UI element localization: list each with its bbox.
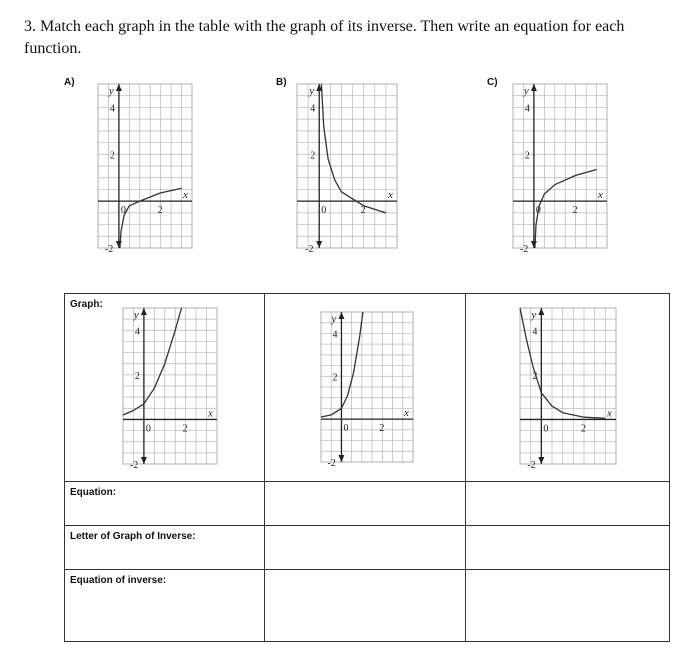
y-axis-label: y [331,313,337,325]
equation-answer-cell[interactable] [265,482,465,526]
tick-label: 4 [524,103,530,115]
tick-label: 2 [580,423,586,435]
letter-answer-cell[interactable] [265,526,465,570]
function-curve [123,308,182,415]
y-axis-label: y [133,309,139,321]
tick-label: 4 [109,103,115,115]
y-axis-arrow [538,457,544,464]
tick-label: 4 [310,103,316,115]
x-axis-label: x [183,189,188,202]
y-axis-arrow [531,84,537,91]
y-axis-label: y [108,85,114,97]
tick-label: 0 [535,205,541,217]
y-axis-label: y [523,85,529,97]
tick-label: 4 [134,326,140,338]
tick-label: 0 [145,423,151,435]
tick-label: 2 [572,205,578,217]
equation-label-cell [65,482,265,526]
x-axis-label: x [598,189,603,202]
tick-label: 0 [321,205,327,217]
function-curve [321,84,386,213]
y-axis-label: y [309,85,315,97]
graph-c [509,80,611,252]
tick-label: -2 [327,458,337,466]
y-axis-arrow [116,241,122,248]
tick-label: 2 [182,423,188,435]
equation-answer-cell[interactable] [465,482,669,526]
row-label-graph: Graph: [70,299,103,310]
x-axis-label: x [208,407,213,420]
tick-label: 2 [134,370,140,382]
table-graph-2 [317,308,417,470]
tick-label: 4 [531,326,537,338]
row-label-inverse: Equation of inverse: [70,575,167,586]
row-graph-label-cell [65,294,265,482]
table-graph-cell-3 [465,294,669,482]
x-axis-label: x [606,407,612,420]
y-axis-arrow [316,241,322,248]
tick-label: -2 [519,244,529,252]
tick-label: 0 [343,423,349,435]
tick-label: 2 [109,150,115,162]
y-axis-arrow [538,308,544,315]
tick-label: -2 [305,244,314,252]
tick-label: 2 [310,150,316,162]
tick-label: 2 [360,205,366,217]
y-axis-arrow [531,241,537,248]
graph-label-a: A) [64,77,75,88]
graph-a [94,80,196,252]
inverse-answer-cell[interactable] [465,570,669,642]
table-graph-cell-2 [265,294,465,482]
inverse-answer-cell[interactable] [265,570,465,642]
tick-label: -2 [104,244,114,252]
table-graph-3 [516,304,620,472]
x-axis-label: x [404,407,410,420]
tick-label: -2 [526,460,536,468]
y-axis-arrow [116,84,122,91]
tick-label: 0 [120,205,126,217]
graph-b [293,80,401,252]
answer-table [64,293,670,642]
table-graph-1 [119,304,221,472]
tick-label: 2 [157,205,163,217]
tick-label: 2 [379,423,385,435]
row-label-equation: Equation: [70,487,117,498]
tick-label: 4 [332,329,338,341]
y-axis-arrow [141,308,147,315]
question-text: 3. Match each graph in the table with the graph of its inverse. Then write an equation for each function. [24,18,625,57]
tick-label: 0 [542,423,548,435]
tick-label: 2 [332,372,338,384]
y-axis-arrow [141,457,147,464]
letter-answer-cell[interactable] [465,526,669,570]
y-axis-arrow [339,312,345,319]
inverse-label-cell [65,570,265,642]
x-axis-label: x [388,189,393,202]
y-axis-label: y [530,309,536,321]
tick-label: 2 [531,370,537,382]
y-axis-arrow [339,455,345,462]
graph-label-b: B) [276,77,287,88]
tick-label: 2 [524,150,530,162]
graph-label-c: C) [487,77,498,88]
letter-label-cell [65,526,265,570]
row-label-letter: Letter of Graph of Inverse: [70,531,196,542]
tick-label: -2 [129,460,139,468]
